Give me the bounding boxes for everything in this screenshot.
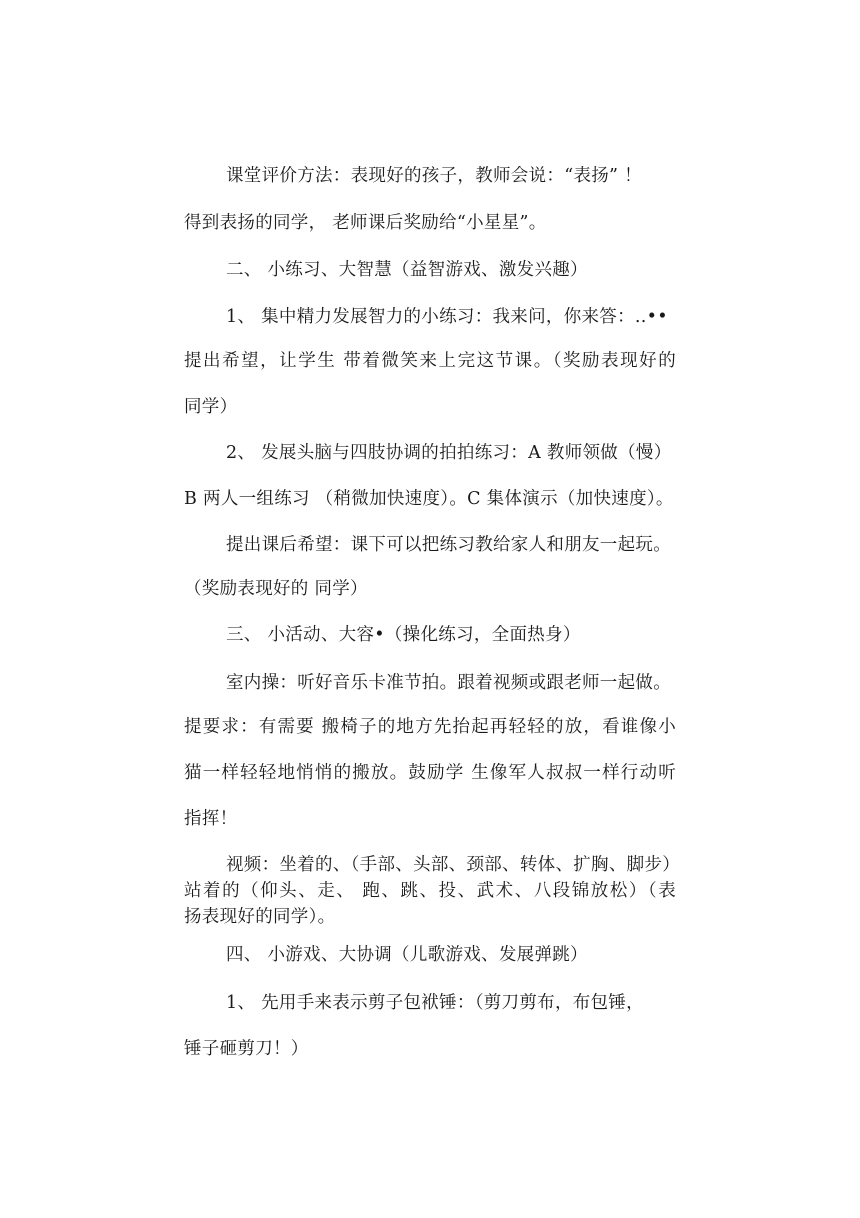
game-item-one-line-2: 锤子砸剪刀！）	[184, 1039, 309, 1059]
indoor-exercise-line-3: 猫一样轻轻地悄悄的搬放。鼓励学 生像军人叔叔一样行动听	[184, 763, 676, 783]
video-paragraph-line-2: 站着的（仰头、走、 跑、跳、投、武术、八段锦放松）（表	[184, 881, 676, 901]
indoor-exercise-line-1: 室内操：听好音乐卡准节拍。跟着视频或跟老师一起做。	[226, 673, 671, 693]
item-one-line-3: 同学）	[184, 397, 238, 417]
section-four-heading: 四、 小游戏、大协调（儿歌游戏、发展弹跳）	[226, 945, 588, 965]
after-class-hope-line-1: 提出课后希望：课下可以把练习教给家人和朋友一起玩。	[226, 535, 671, 555]
item-one-line-1: 1、 集中精力发展智力的小练习：我来问，你来答：..••	[226, 307, 668, 327]
section-two-heading: 二、 小练习、大智慧（益智游戏、激发兴趣）	[226, 260, 588, 280]
item-one-line-2: 提出希望，让学生 带着微笑来上完这节课。（奖励表现好的	[184, 351, 676, 371]
paragraph-evaluation-line-1: 课堂评价方法：表现好的孩子，教师会说：“表扬” ！	[226, 166, 642, 186]
indoor-exercise-line-2: 提要求：有需要 搬椅子的地方先抬起再轻轻的放，看谁像小	[184, 717, 676, 737]
video-paragraph-line-3: 扬表现好的同学）。	[184, 907, 336, 927]
section-three-heading: 三、 小活动、大容•（操化练习，全面热身）	[226, 625, 581, 645]
after-class-hope-line-2: （奖励表现好的 同学）	[184, 579, 368, 599]
game-item-one-line-1: 1、 先用手来表示剪子包袱锤：（剪刀剪布，布包锤，	[226, 993, 644, 1013]
item-two-line-1: 2、 发展头脑与四肢协调的拍拍练习：A 教师领做（慢）	[226, 443, 672, 463]
video-paragraph-line-1: 视频：坐着的、（手部、头部、颈部、转体、扩胸、脚步）	[226, 855, 681, 875]
item-two-line-2: B 两人一组练习 （稍微加快速度）。C 集体演示（加快速度）。	[184, 489, 674, 509]
indoor-exercise-line-4: 指挥！	[184, 809, 238, 829]
paragraph-evaluation-line-2: 得到表扬的同学， 老师课后奖励给“小星星”。	[184, 213, 547, 233]
